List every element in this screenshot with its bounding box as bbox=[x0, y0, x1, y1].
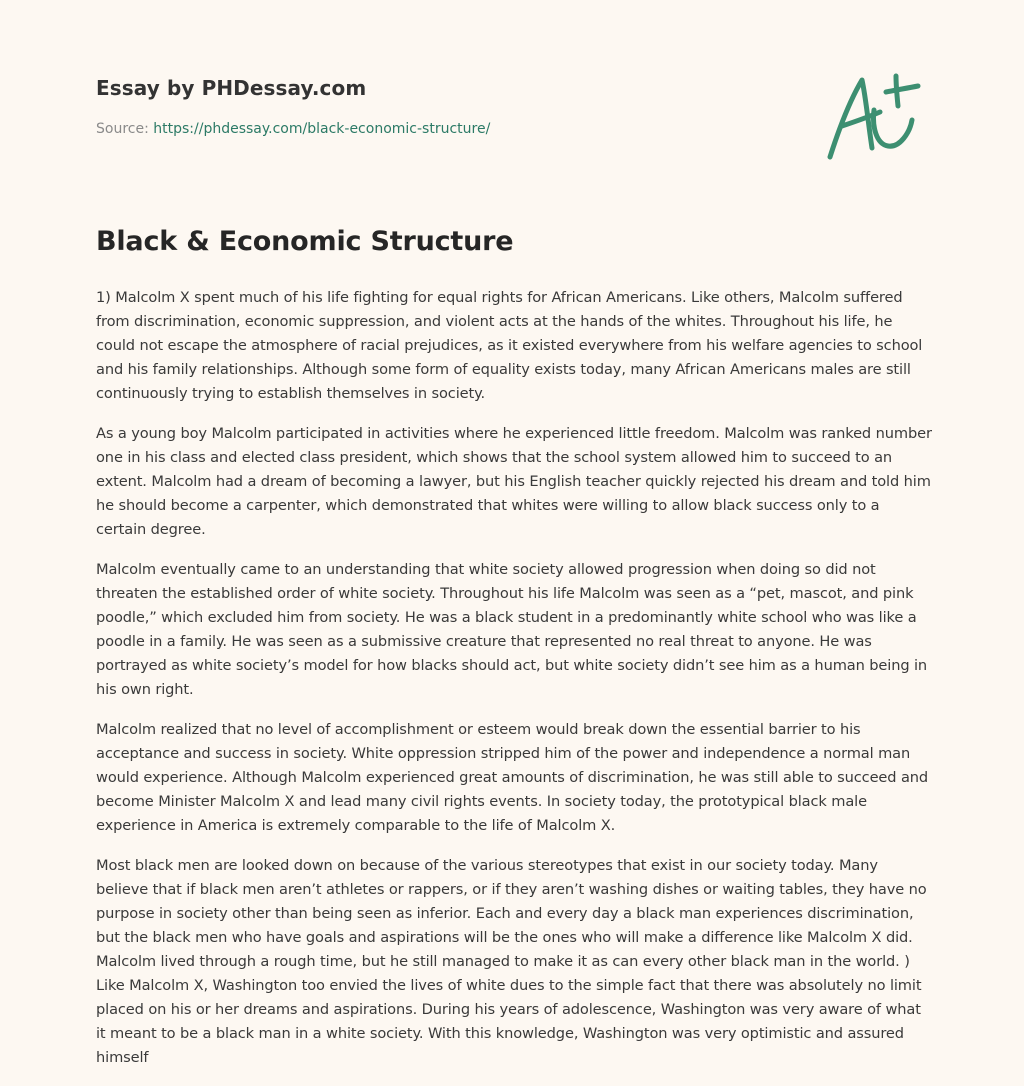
article-paragraph: Malcolm realized that no level of accomplishment or esteem would break down the essential barrier to his acceptance and success in society. White oppression stripped him of the power and independence a normal man would experience. Although Malcolm experienced great amounts of discrimination, he was still able to succeed and become Minister Malcolm X and lead many civil rights events. In society today, the prototypical black male experience in America is extremely comparable to the life of Malcolm X. bbox=[96, 721, 929, 834]
a-plus-logo-icon bbox=[822, 70, 926, 162]
article-paragraph: Most black men are looked down on because of the various stereotypes that exist in our society today. Many believe that if black men aren’t athletes or rappers, or if they aren’t washing dishes or waiting tables, they have no purpose in society other than being seen as inferior. Each and every day a black man experiences discrimination, but the black men who have goals and aspirations will be the ones who will make a difference like Malcolm X did. Malcolm lived through a rough time, but he still managed to make it as can every other black man in the world. ) Like Malcolm X, Washington too envied the lives of white dues to the simple fact that there was absolutely no limit placed on his or her dreams and aspirations. During his years of adolescence, Washington was very aware of what it meant to be a black man in a white society. With this knowledge, Washington was very optimistic and assured himself bbox=[96, 857, 927, 1066]
source-link[interactable]: https://phdessay.com/black-economic-structure/ bbox=[153, 121, 491, 137]
article-body bbox=[96, 286, 932, 1086]
source-label: Source: bbox=[96, 121, 149, 137]
brand-title: Essay by PHDessay.com bbox=[96, 76, 367, 100]
article-title: Black & Economic Structure bbox=[96, 226, 514, 257]
article-paragraph: 1) Malcolm X spent much of his life fighting for equal rights for African Americans. Like others, Malcolm suffered from discrimination, economic suppression, and violent acts at the hands of the whites. Throughout his life, he could not escape the atmosphere of racial prejudices, as it existed everywhere from his welfare agencies to school and his family relationships. Although some form of equality exists today, many African Americans males are still continuously trying to establish themselves in society. bbox=[96, 289, 923, 402]
a-plus-logo bbox=[822, 70, 926, 162]
source-line bbox=[96, 121, 490, 137]
article-paragraph: Malcolm eventually came to an understanding that white society allowed progression when doing so did not threaten the established order of white society. Throughout his life Malcolm was seen as a “pet, mascot, and pink poodle,” which excluded him from society. He was a black student in a predominantly white school who was like a poodle in a family. He was seen as a submissive creature that represented no real threat to anyone. He was portrayed as white society’s model for how blacks should act, but white society didn’t see him as a human being in his own right. bbox=[96, 561, 928, 698]
page-header bbox=[96, 76, 490, 137]
article-paragraph: As a young boy Malcolm participated in activities where he experienced little freedom. Malcolm was ranked number one in his class and elected class president, which shows that the school system allowed him to succeed to an extent. Malcolm had a dream of becoming a lawyer, but his English teacher quickly rejected his dream and told him he should become a carpenter, which demonstrated that whites were willing to allow black success only to a certain degree. bbox=[96, 425, 932, 538]
